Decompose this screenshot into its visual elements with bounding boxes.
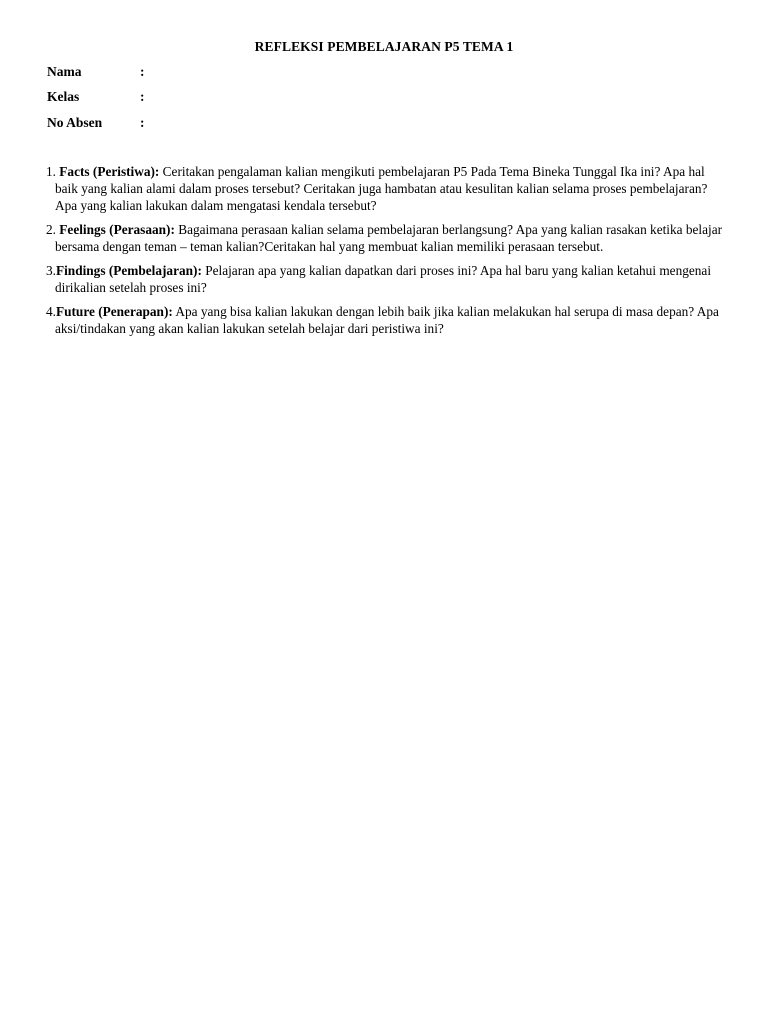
- question-heading: Facts (Peristiwa):: [59, 164, 160, 179]
- field-nama: [47, 63, 145, 81]
- field-no-absen: [47, 114, 145, 132]
- question-heading: Future (Penerapan):: [55, 304, 173, 319]
- question-text: Bagaimana perasaan kalian selama pembelajaran berlangsung? Apa yang kalian rasakan ketika belajar bersama dengan teman – teman kalian?Ceritakan hal yang membuat kalian memiliki perasaan tersebut.: [55, 222, 723, 254]
- field-colon: :: [140, 64, 145, 79]
- question-number: 2.: [46, 222, 60, 237]
- question-number: 3.: [46, 263, 56, 278]
- question-text: Pelajaran apa yang kalian dapatkan dari proses ini? Apa hal baru yang kalian ketahui mengenai dirikalian setelah proses ini?: [55, 263, 712, 295]
- field-colon: :: [140, 89, 145, 104]
- field-kelas: [47, 88, 145, 106]
- question-number: 4.: [46, 304, 56, 319]
- field-colon: :: [140, 115, 145, 130]
- field-label: No Absen: [47, 115, 103, 130]
- question-text: Apa yang bisa kalian lakukan dengan lebih baik jika kalian melakukan hal serupa di masa depan? Apa aksi/tindakan yang akan kalian lakukan setelah belajar dari peristiwa ini?: [55, 304, 719, 336]
- question-facts: [46, 163, 726, 214]
- field-label: Kelas: [47, 89, 80, 104]
- question-heading: Findings (Pembelajaran):: [55, 263, 202, 278]
- question-feelings: [46, 221, 726, 255]
- reflection-questions: [46, 163, 726, 344]
- question-number: 1.: [46, 164, 60, 179]
- question-findings: [46, 262, 726, 296]
- question-future: [46, 303, 726, 337]
- question-heading: Feelings (Perasaan):: [59, 222, 175, 237]
- question-text: Ceritakan pengalaman kalian mengikuti pembelajaran P5 Pada Tema Bineka Tunggal Ika ini? Apa hal baik yang kalian alami dalam proses tersebut? Ceritakan juga hambatan atau kesulitan kalian selama proses pembelajaran? Apa yang kalian lakukan dalam mengatasi kendala tersebut?: [55, 164, 708, 213]
- field-label: Nama: [47, 64, 82, 79]
- document-title: REFLEKSI PEMBELAJARAN P5 TEMA 1: [254, 39, 514, 54]
